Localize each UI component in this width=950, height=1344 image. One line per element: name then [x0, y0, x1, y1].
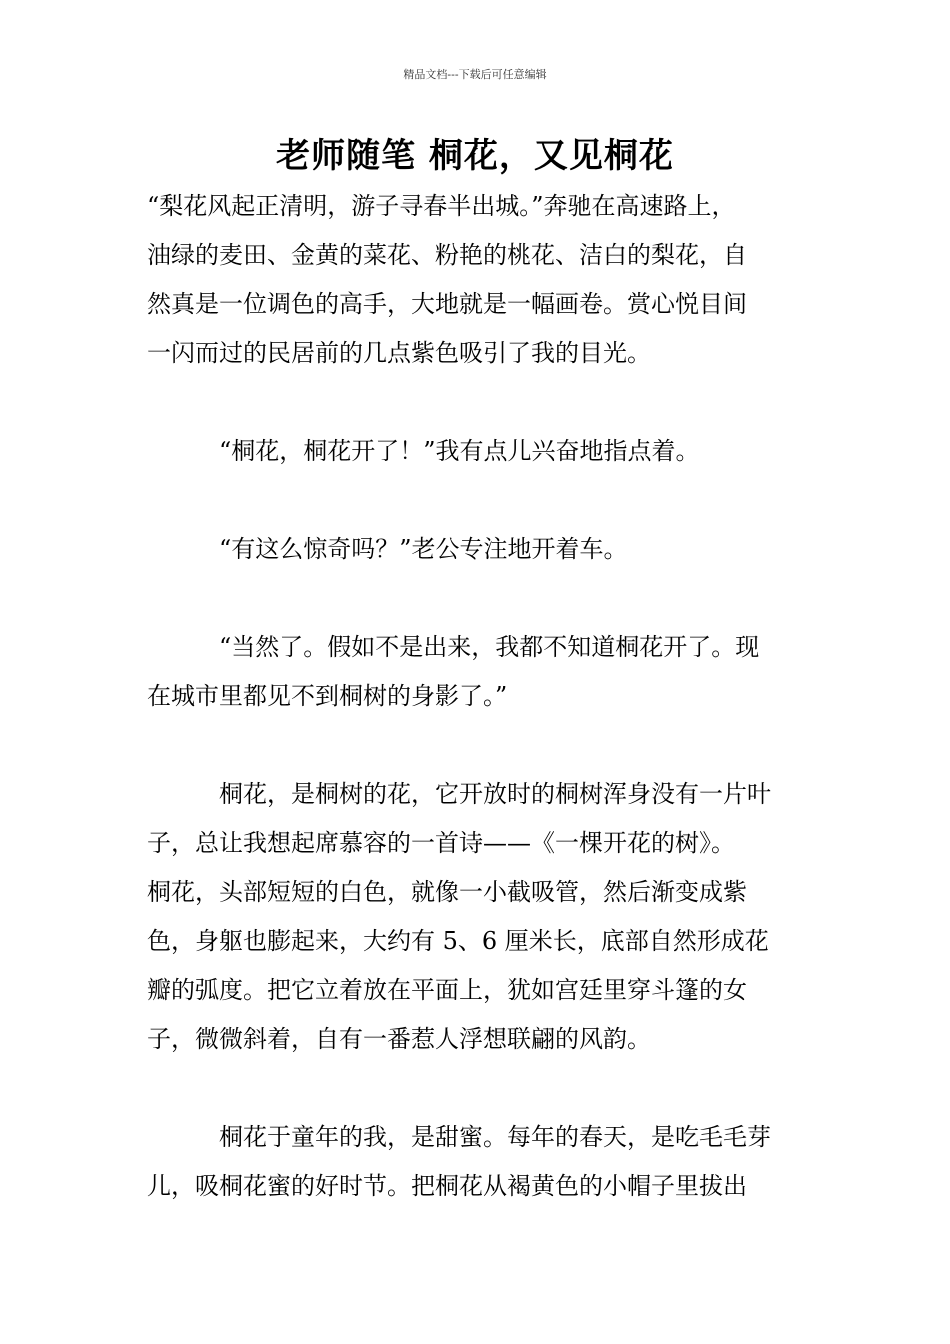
paragraph-line: “桐花，桐花开了！”我有点儿兴奋地指点着。 — [219, 437, 700, 465]
paragraph-line: 然真是一位调色的高手，大地就是一幅画卷。赏心悦目间 — [147, 290, 747, 318]
paragraph-6 — [147, 1113, 812, 1211]
paragraph-1 — [147, 182, 812, 378]
paragraph-2 — [147, 427, 812, 476]
paragraph-line: 桐花于童年的我，是甜蜜。每年的春天，是吃毛毛芽 — [219, 1123, 771, 1151]
paragraph-line: 在城市里都见不到桐树的身影了。” — [147, 682, 508, 710]
paragraph-line: 一闪而过的民居前的几点紫色吸引了我的目光。 — [147, 339, 651, 367]
page-header: 精品文档---下载后可任意编辑 — [403, 68, 547, 81]
paragraph-line: 桐花，头部短短的白色，就像一小截吸管，然后渐变成紫 — [147, 878, 747, 906]
document-title: 老师随笔 桐花，又见桐花 — [276, 136, 674, 176]
paragraph-line: “梨花风起正清明，游子寻春半出城。”奔驰在高速路上， — [147, 192, 736, 220]
paragraph-line: “当然了。假如不是出来，我都不知道桐花开了。现 — [219, 633, 760, 661]
paragraph-line: 瓣的弧度。把它立着放在平面上，犹如宫廷里穿斗篷的女 — [147, 976, 747, 1004]
paragraph-line: 桐花，是桐树的花，它开放时的桐树浑身没有一片叶 — [219, 780, 771, 808]
document-body — [147, 182, 812, 1211]
paragraph-line: 子，微微斜着，自有一番惹人浮想联翩的风韵。 — [147, 1025, 651, 1053]
paragraph-line: 油绿的麦田、金黄的菜花、粉艳的桃花、洁白的梨花，自 — [147, 241, 747, 269]
paragraph-line: 子，总让我想起席慕容的一首诗——《一棵开花的树》。 — [147, 829, 735, 857]
paragraph-4 — [147, 623, 812, 721]
paragraph-3 — [147, 525, 812, 574]
paragraph-line: 色，身躯也膨起来，大约有 5、6 厘米长，底部自然形成花 — [147, 927, 769, 955]
paragraph-line: 儿，吸桐花蜜的好时节。把桐花从褐黄色的小帽子里拔出 — [147, 1172, 747, 1200]
paragraph-line: “有这么惊奇吗？”老公专注地开着车。 — [219, 535, 628, 563]
paragraph-5 — [147, 770, 812, 1064]
